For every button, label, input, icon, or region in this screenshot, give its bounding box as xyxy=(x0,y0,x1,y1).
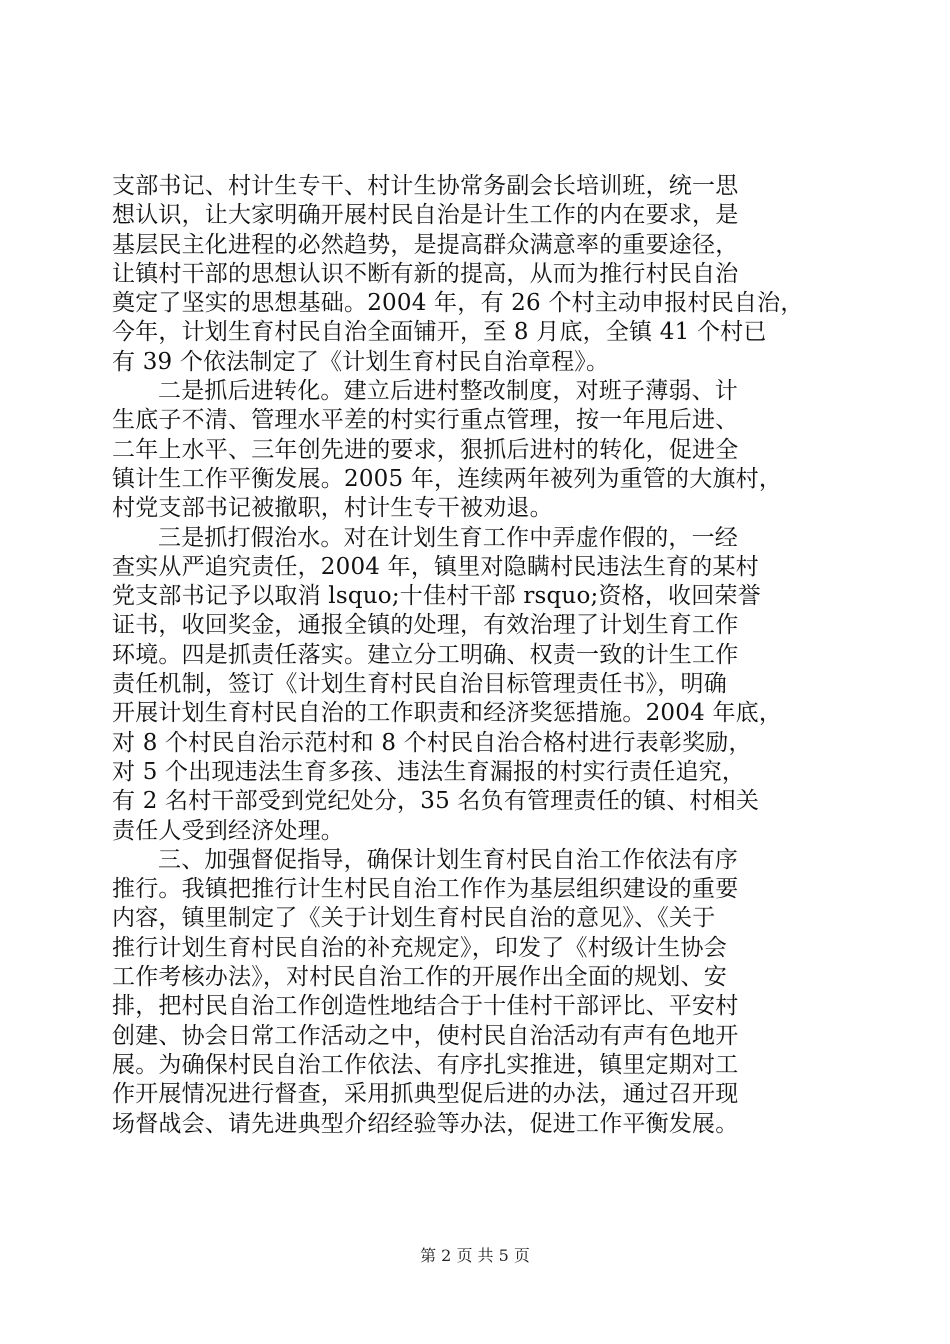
body-line: 让镇村干部的思想认识不断有新的提高，从而为推行村民自治 xyxy=(112,260,739,287)
body-line: 展。为确保村民自治工作依法、有序扎实推进，镇里定期对工 xyxy=(112,1051,739,1078)
body-line: 镇计生工作平衡发展。2005 年，连续两年被列为重管的大旗村， xyxy=(112,465,783,492)
body-line: 工作考核办法》，对村民自治工作的开展作出全面的规划、安 xyxy=(112,964,727,991)
paragraph-start-line: 三、加强督促指导，确保计划生育村民自治工作依法有序 xyxy=(158,846,738,873)
body-line: 有 39 个依法制定了《计划生育村民自治章程》。 xyxy=(112,348,610,375)
body-line: 推行。我镇把推行计生村民自治工作作为基层组织建设的重要 xyxy=(112,876,739,903)
body-line: 支部书记、村计生专干、村计生协常务副会长培训班，统一思 xyxy=(112,173,739,199)
body-line: 创建、协会日常工作活动之中，使村民自治活动有声有色地开 xyxy=(112,1022,739,1049)
body-line: 村党支部书记被撤职，村计生专干被劝退。 xyxy=(112,495,553,522)
paragraph-start-line: 三是抓打假治水。对在计划生育工作中弄虚作假的，一经 xyxy=(158,524,738,551)
body-line: 党支部书记予以取消 lsquo;十佳村干部 rsquo;资格，收回荣誉 xyxy=(112,583,761,610)
body-line: 证书，收回奖金，通报全镇的处理，有效治理了计划生育工作 xyxy=(112,612,739,639)
body-line: 今年，计划生育村民自治全面铺开，至 8 月底，全镇 41 个村已 xyxy=(112,319,767,346)
document-body xyxy=(112,172,832,1139)
body-line: 二年上水平、三年创先进的要求，狠抓后进村的转化，促进全 xyxy=(112,436,739,463)
body-line: 排，把村民自治工作创造性地结合于十佳村干部评比、平安村 xyxy=(112,993,739,1020)
body-line: 有 2 名村干部受到党纪处分，35 名负有管理责任的镇、村相关 xyxy=(112,788,760,815)
body-line: 想认识，让大家明确开展村民自治是计生工作的内在要求，是 xyxy=(112,202,739,229)
body-line: 基层民主化进程的必然趋势，是提高群众满意率的重要途径， xyxy=(112,231,739,258)
paragraph-start-line: 二是抓后进转化。建立后进村整改制度，对班子薄弱、计 xyxy=(158,378,738,405)
body-line: 查实从严追究责任，2004 年，镇里对隐瞒村民违法生育的某村 xyxy=(112,553,759,580)
body-line: 作开展情况进行督查，采用抓典型促后进的办法，通过召开现 xyxy=(112,1081,739,1108)
body-line: 推行计划生育村民自治的补充规定》，印发了《村级计生协会 xyxy=(112,934,727,961)
body-line: 内容，镇里制定了《关于计划生育村民自治的意见》、《关于 xyxy=(112,905,716,932)
body-line: 奠定了坚实的思想基础。2004 年，有 26 个村主动申报村民自治， xyxy=(112,290,804,317)
body-line: 责任人受到经济处理。 xyxy=(112,817,344,844)
body-line: 场督战会、请先进典型介绍经验等办法，促进工作平衡发展。 xyxy=(112,1110,739,1137)
body-line: 责任机制，签订《计划生育村民自治目标管理责任书》，明确 xyxy=(112,671,727,698)
body-line: 环境。四是抓责任落实。建立分工明确、权责一致的计生工作 xyxy=(112,641,739,668)
body-line: 开展计划生育村民自治的工作职责和经济奖惩措施。2004 年底， xyxy=(112,700,783,727)
body-line: 生底子不清、管理水平差的村实行重点管理，按一年甩后进、 xyxy=(112,407,739,434)
body-line: 对 5 个出现违法生育多孩、违法生育漏报的村实行责任追究， xyxy=(112,758,746,785)
page-number-footer: 第 2 页 共 5 页 xyxy=(420,1246,530,1265)
body-line: 对 8 个村民自治示范村和 8 个村民自治合格村进行表彰奖励， xyxy=(112,729,752,756)
